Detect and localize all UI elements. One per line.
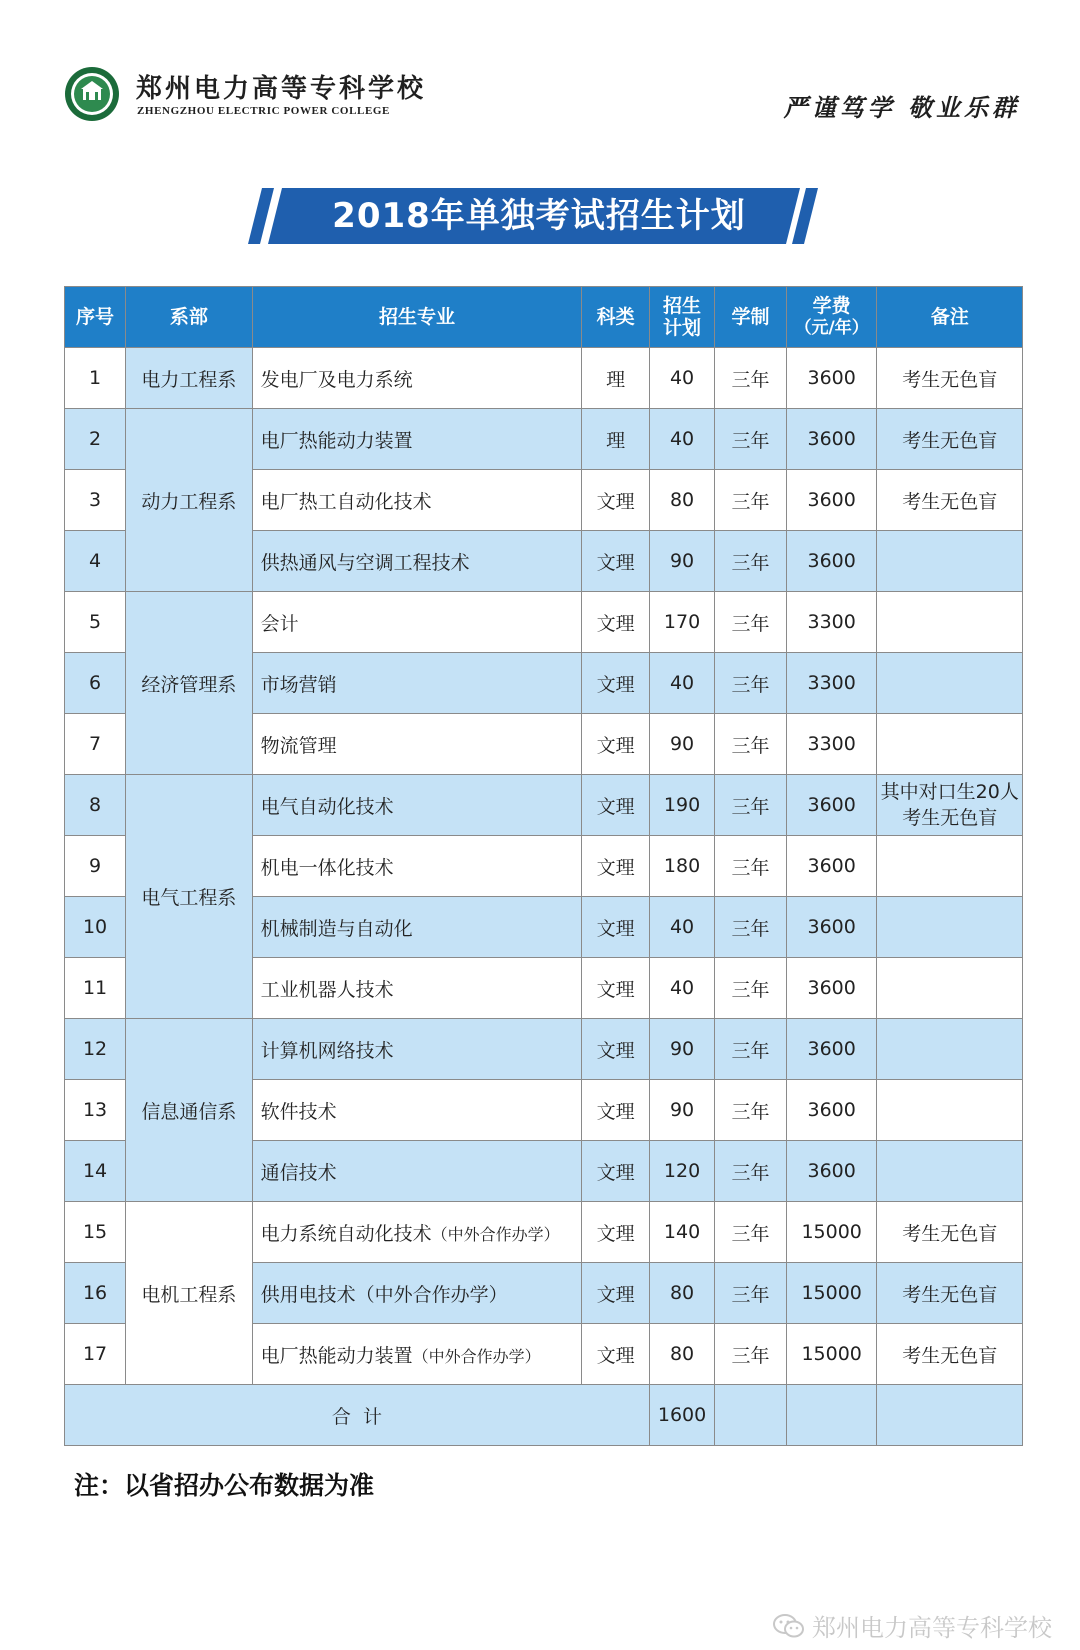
cell-subject: 文理 <box>582 1324 649 1385</box>
cell-plan: 40 <box>649 897 714 958</box>
cell-note <box>877 592 1023 653</box>
cell-subject: 文理 <box>582 1202 649 1263</box>
footnote: 注：以省招办公布数据为准 <box>74 1471 375 1500</box>
table-row <box>65 592 1023 653</box>
cell-plan: 80 <box>649 470 714 531</box>
cell-subject: 文理 <box>582 1141 649 1202</box>
cell-note-line1: 其中对口生20人 <box>880 781 1019 803</box>
header-plan-line2: 计划 <box>663 317 702 339</box>
cell-years: 三年 <box>715 1263 787 1324</box>
cell-seq: 6 <box>65 653 126 714</box>
cell-years: 三年 <box>715 1080 787 1141</box>
cell-fee: 3600 <box>786 1080 877 1141</box>
cell-fee: 3600 <box>786 836 877 897</box>
watermark <box>772 1608 1052 1645</box>
cell-major: 工业机器人技术 <box>252 958 582 1019</box>
cell-note: 考生无色盲 <box>877 470 1023 531</box>
header-dept: 系部 <box>126 287 252 348</box>
cell-subject: 文理 <box>582 1263 649 1324</box>
cell-fee: 3600 <box>786 775 877 836</box>
cell-seq: 16 <box>65 1263 126 1324</box>
total-empty-years <box>715 1385 787 1446</box>
cell-seq: 1 <box>65 348 126 409</box>
cell-major: 电气自动化技术 <box>252 775 582 836</box>
header-fee-line2: （元/年） <box>794 318 869 338</box>
cell-subject: 文理 <box>582 897 649 958</box>
cell-years: 三年 <box>715 653 787 714</box>
header-years: 学制 <box>715 287 787 348</box>
cell-note <box>877 775 1023 836</box>
cell-plan: 80 <box>649 1263 714 1324</box>
cell-major: 发电厂及电力系统 <box>252 348 582 409</box>
cell-fee: 3600 <box>786 409 877 470</box>
cell-note: 考生无色盲 <box>877 1202 1023 1263</box>
cell-years: 三年 <box>715 470 787 531</box>
cell-years: 三年 <box>715 1141 787 1202</box>
cell-seq: 7 <box>65 714 126 775</box>
cell-major <box>252 1324 582 1385</box>
cell-seq: 8 <box>65 775 126 836</box>
cell-major: 电厂热能动力装置 <box>252 409 582 470</box>
cell-seq: 14 <box>65 1141 126 1202</box>
cell-plan: 140 <box>649 1202 714 1263</box>
total-value: 1600 <box>649 1385 714 1446</box>
cell-years: 三年 <box>715 958 787 1019</box>
enrollment-plan-table <box>64 286 1023 1446</box>
cell-major: 物流管理 <box>252 714 582 775</box>
cell-note: 考生无色盲 <box>877 1263 1023 1324</box>
wechat-icon <box>772 1613 806 1645</box>
cell-dept: 信息通信系 <box>126 1019 252 1202</box>
cell-fee: 3600 <box>786 1019 877 1080</box>
cell-subject: 文理 <box>582 531 649 592</box>
table-row <box>65 409 1023 470</box>
cell-years: 三年 <box>715 1019 787 1080</box>
cell-subject: 文理 <box>582 836 649 897</box>
cell-plan: 120 <box>649 1141 714 1202</box>
cell-seq: 9 <box>65 836 126 897</box>
cell-fee: 15000 <box>786 1263 877 1324</box>
cell-major: 电厂热工自动化技术 <box>252 470 582 531</box>
cell-years: 三年 <box>715 897 787 958</box>
cell-subject: 理 <box>582 348 649 409</box>
cell-seq: 2 <box>65 409 126 470</box>
cell-major: 通信技术 <box>252 1141 582 1202</box>
cell-plan: 90 <box>649 1080 714 1141</box>
header-plan-line1: 招生 <box>663 295 702 317</box>
cell-subject: 文理 <box>582 470 649 531</box>
cell-seq: 3 <box>65 470 126 531</box>
cell-note <box>877 653 1023 714</box>
watermark-text: 郑州电力高等专科学校 <box>812 1614 1052 1642</box>
header-subject: 科类 <box>582 287 649 348</box>
total-empty-fee <box>786 1385 877 1446</box>
cell-dept: 动力工程系 <box>126 409 252 592</box>
cell-major-sub: （中外合作办学） <box>412 1346 541 1366</box>
cell-plan: 40 <box>649 653 714 714</box>
cell-fee: 3600 <box>786 348 877 409</box>
total-label: 合 计 <box>65 1385 650 1446</box>
header-fee-line1: 学费 <box>812 295 851 317</box>
cell-plan: 190 <box>649 775 714 836</box>
cell-plan: 170 <box>649 592 714 653</box>
cell-seq: 10 <box>65 897 126 958</box>
page-header <box>0 0 1080 170</box>
cell-years: 三年 <box>715 348 787 409</box>
cell-subject: 文理 <box>582 714 649 775</box>
cell-dept: 经济管理系 <box>126 592 252 775</box>
cell-seq: 5 <box>65 592 126 653</box>
cell-major <box>252 1202 582 1263</box>
cell-subject: 文理 <box>582 1080 649 1141</box>
cell-note <box>877 897 1023 958</box>
school-seal-icon <box>64 66 120 122</box>
cell-major: 软件技术 <box>252 1080 582 1141</box>
cell-note <box>877 531 1023 592</box>
cell-dept: 电机工程系 <box>126 1202 252 1385</box>
cell-subject: 文理 <box>582 592 649 653</box>
cell-fee: 3600 <box>786 897 877 958</box>
table-row <box>65 1202 1023 1263</box>
cell-years: 三年 <box>715 836 787 897</box>
cell-seq: 15 <box>65 1202 126 1263</box>
table-header-row <box>65 287 1023 348</box>
cell-subject: 理 <box>582 409 649 470</box>
cell-note: 考生无色盲 <box>877 1324 1023 1385</box>
cell-years: 三年 <box>715 1202 787 1263</box>
cell-major-sub: （中外合作办学） <box>431 1224 560 1244</box>
cell-fee: 3300 <box>786 653 877 714</box>
cell-major: 供热通风与空调工程技术 <box>252 531 582 592</box>
cell-seq: 11 <box>65 958 126 1019</box>
table-row <box>65 1019 1023 1080</box>
cell-seq: 13 <box>65 1080 126 1141</box>
cell-years: 三年 <box>715 775 787 836</box>
cell-plan: 90 <box>649 714 714 775</box>
table-row <box>65 775 1023 836</box>
cell-seq: 12 <box>65 1019 126 1080</box>
cell-plan: 40 <box>649 409 714 470</box>
cell-seq: 4 <box>65 531 126 592</box>
cell-plan: 80 <box>649 1324 714 1385</box>
cell-major: 市场营销 <box>252 653 582 714</box>
cell-years: 三年 <box>715 531 787 592</box>
cell-plan: 180 <box>649 836 714 897</box>
cell-fee: 3300 <box>786 714 877 775</box>
cell-dept: 电力工程系 <box>126 348 252 409</box>
cell-major: 计算机网络技术 <box>252 1019 582 1080</box>
school-name-en: ZHENGZHOU ELECTRIC POWER COLLEGE <box>137 105 390 117</box>
cell-fee: 3600 <box>786 531 877 592</box>
cell-subject: 文理 <box>582 958 649 1019</box>
header-note: 备注 <box>877 287 1023 348</box>
cell-note <box>877 1080 1023 1141</box>
total-row <box>65 1385 1023 1446</box>
cell-fee: 3600 <box>786 958 877 1019</box>
cell-plan: 40 <box>649 958 714 1019</box>
title-banner <box>244 188 834 244</box>
cell-major: 机电一体化技术 <box>252 836 582 897</box>
cell-fee: 15000 <box>786 1202 877 1263</box>
cell-note: 考生无色盲 <box>877 409 1023 470</box>
cell-fee: 3600 <box>786 1141 877 1202</box>
cell-subject: 文理 <box>582 1019 649 1080</box>
cell-dept: 电气工程系 <box>126 775 252 1019</box>
table-row <box>65 348 1023 409</box>
header-seq: 序号 <box>65 287 126 348</box>
cell-years: 三年 <box>715 714 787 775</box>
total-empty-note <box>877 1385 1023 1446</box>
cell-note <box>877 958 1023 1019</box>
cell-major-main: 电力系统自动化技术 <box>260 1222 432 1245</box>
cell-subject: 文理 <box>582 653 649 714</box>
cell-major: 会计 <box>252 592 582 653</box>
cell-plan: 40 <box>649 348 714 409</box>
cell-note: 考生无色盲 <box>877 348 1023 409</box>
cell-years: 三年 <box>715 592 787 653</box>
school-name-cn: 郑州电力高等专科学校 <box>136 74 427 104</box>
cell-major: 机械制造与自动化 <box>252 897 582 958</box>
cell-fee: 3300 <box>786 592 877 653</box>
cell-note <box>877 1019 1023 1080</box>
cell-plan: 90 <box>649 531 714 592</box>
cell-plan: 90 <box>649 1019 714 1080</box>
cell-major: 供用电技术（中外合作办学） <box>252 1263 582 1324</box>
cell-years: 三年 <box>715 1324 787 1385</box>
cell-seq: 17 <box>65 1324 126 1385</box>
header-fee <box>786 287 877 348</box>
cell-note-line2: 考生无色盲 <box>902 807 998 829</box>
header-major: 招生专业 <box>252 287 582 348</box>
cell-note <box>877 714 1023 775</box>
cell-note <box>877 836 1023 897</box>
cell-fee: 15000 <box>786 1324 877 1385</box>
cell-fee: 3600 <box>786 470 877 531</box>
cell-years: 三年 <box>715 409 787 470</box>
school-motto: 严谨笃学 敬业乐群 <box>783 93 1020 122</box>
header-plan <box>649 287 714 348</box>
cell-major-main: 电厂热能动力装置 <box>260 1344 413 1367</box>
cell-note <box>877 1141 1023 1202</box>
page-title: 2018年单独考试招生计划 <box>332 196 746 236</box>
cell-subject: 文理 <box>582 775 649 836</box>
